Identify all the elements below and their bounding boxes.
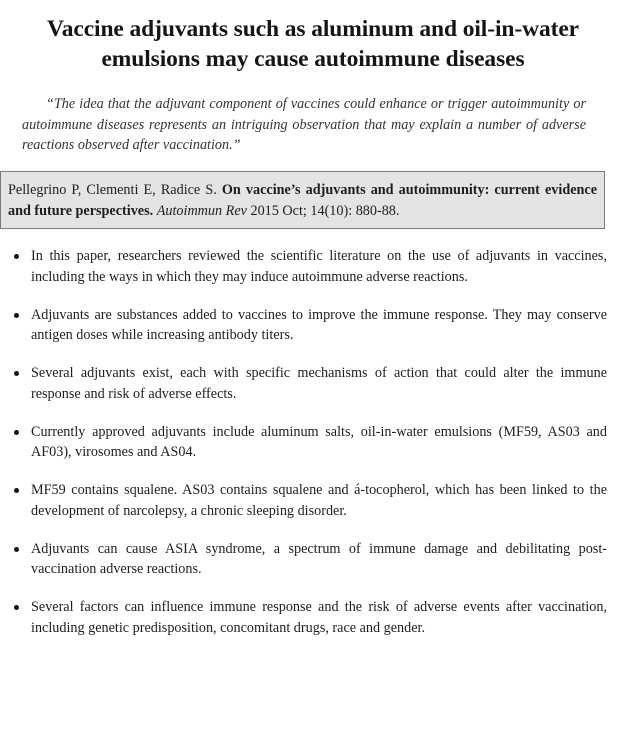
bullet-text: MF59 contains squalene. AS03 contains squalene and á-tocopherol, which has been linked to the development of narcolepsy, a chronic sleeping disorder. bbox=[31, 482, 607, 519]
bullet-item bbox=[0, 422, 607, 463]
bullet-icon bbox=[14, 488, 19, 493]
bullet-text: Adjuvants can cause ASIA syndrome, a spectrum of immune damage and debilitating post-vaccination adverse reactions. bbox=[31, 540, 607, 577]
bullet-icon bbox=[14, 430, 19, 435]
document-title: Vaccine adjuvants such as aluminum and oil-in-water emulsions may cause autoimmune diseases bbox=[47, 16, 579, 72]
bullet-icon bbox=[14, 254, 19, 259]
citation-box bbox=[0, 171, 605, 229]
bullet-item bbox=[0, 305, 607, 346]
citation-journal: Autoimmun Rev bbox=[156, 202, 247, 219]
bullet-text: Adjuvants are substances added to vaccines to improve the immune response. They may conserve antigen doses while increasing antibody titers. bbox=[31, 306, 607, 343]
pull-quote: “The idea that the adjuvant component of vaccines could enhance or trigger autoimmunity or autoimmune diseases represents an intriguing observation that may explain a number of adverse reactions observed after vaccination.” bbox=[22, 96, 586, 153]
bullet-icon bbox=[14, 313, 19, 318]
bullet-text: Currently approved adjuvants include aluminum salts, oil-in-water emulsions (MF59, AS03 and AF03), virosomes and AS04. bbox=[31, 423, 607, 460]
bullet-text: Several factors can influence immune response and the risk of adverse events after vaccination, including genetic predisposition, concomitant drugs, race and gender. bbox=[31, 599, 607, 636]
bullet-item bbox=[0, 363, 607, 404]
bullet-item bbox=[0, 246, 607, 287]
bullet-item bbox=[0, 597, 607, 638]
citation-article-title: On vaccine’s adjuvants and autoimmunity: current evidence and future perspectives. bbox=[8, 182, 597, 219]
bullet-text: In this paper, researchers reviewed the scientific literature on the use of adjuvants in vaccines, including the ways in which they may induce autoimmune adverse reactions. bbox=[31, 248, 607, 285]
bullet-text: Several adjuvants exist, each with specific mechanisms of action that could alter the immune response and risk of adverse effects. bbox=[31, 365, 607, 402]
summary-bullet-list bbox=[0, 246, 626, 656]
citation-authors: Pellegrino P, Clementi E, Radice S. bbox=[8, 182, 222, 198]
citation-details: 2015 Oct; 14(10): 880-88. bbox=[246, 202, 400, 219]
bullet-item bbox=[0, 539, 607, 580]
bullet-icon bbox=[14, 371, 19, 376]
bullet-icon bbox=[14, 547, 19, 552]
bullet-item bbox=[0, 480, 607, 521]
bullet-icon bbox=[14, 605, 19, 610]
